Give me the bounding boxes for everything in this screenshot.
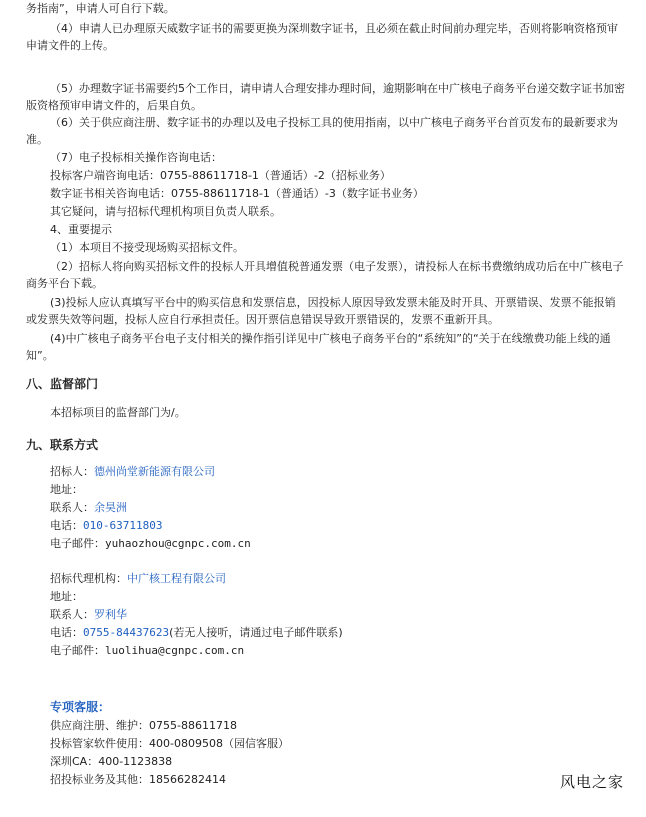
- agency-email-label: 电子邮件：: [50, 644, 105, 657]
- agency-contact-name: 罗利华: [94, 608, 127, 621]
- intro-line: 务指南”，申请人可自行下载。: [26, 2, 175, 15]
- service-line: 供应商注册、维护：0755-88611718: [50, 719, 237, 732]
- service-list: [50, 719, 289, 791]
- notice-item-4: (4)中广核电子商务平台电子支付相关的操作指引详见中广核电子商务平台的“系统知”的“关于在线缴费功能上线的通知”。: [26, 332, 611, 362]
- footer-brand: 风电之家: [560, 773, 625, 791]
- agency-address-label: 地址：: [50, 590, 83, 603]
- tenderer-row: [50, 465, 251, 483]
- tenderer-phone-row: [50, 519, 251, 537]
- client-phone-line: 投标客户端咨询电话：0755-88611718-1（普通话）-2（招标业务）: [50, 169, 391, 182]
- tenderer-contact-label: 联系人：: [50, 501, 94, 514]
- agency-contact-label: 联系人：: [50, 608, 94, 621]
- other-issue-line: 其它疑问，请与招标代理机构项目负责人联系。: [50, 205, 281, 218]
- agency-phone-label: 电话：: [50, 626, 83, 639]
- tenderer-phone: 010-63711803: [83, 519, 163, 532]
- tenderer-address-row: [50, 483, 251, 501]
- tenderer-label: 招标人：: [50, 465, 94, 478]
- agency-label: 招标代理机构：: [50, 572, 127, 585]
- supervision-text: 本招标项目的监督部门为/。: [50, 406, 186, 419]
- tenderer-name: 德州尚堂新能源有限公司: [94, 465, 215, 478]
- agency-address-row: [50, 590, 343, 608]
- notice-item-2: （2）招标人将向购买招标文件的投标人开具增值税普通发票（电子发票），请投标人在标书费缴纳成功后在中广核电子商务平台下载。: [26, 260, 624, 290]
- agency-phone-note: (若无人接听，请通过电子邮件联系): [169, 626, 343, 639]
- tenderer-email-label: 电子邮件：: [50, 537, 105, 550]
- agency-contact-row: [50, 608, 343, 626]
- tenderer-contact-block: [50, 465, 251, 555]
- notice-item-3: (3)投标人应认真填写平台中的购买信息和发票信息，因投标人原因导致发票未能及时开具、开票错误、发票不能报销或发票失效等问题，投标人应自行承担责任。因开票信息错误导致开票错误的，发票不重新开具。: [26, 296, 616, 326]
- tenderer-phone-label: 电话：: [50, 519, 83, 532]
- tenderer-email-row: [50, 537, 251, 555]
- certificate-phone-line: 数字证书相关咨询电话：0755-88611718-1（普通话）-3（数字证书业务）: [50, 187, 424, 200]
- tenderer-email[interactable]: yuhaozhou@cgnpc.com.cn: [105, 537, 251, 550]
- service-line: 投标管家软件使用：400-0809508（园信客服）: [50, 737, 289, 750]
- tenderer-address-label: 地址：: [50, 483, 83, 496]
- service-title: 专项客服：: [50, 700, 111, 714]
- instruction-item-7: （7）电子投标相关操作咨询电话：: [50, 151, 222, 164]
- agency-phone-row: [50, 626, 343, 644]
- agency-name: 中广核工程有限公司: [127, 572, 226, 585]
- agency-email[interactable]: luolihua@cgnpc.com.cn: [105, 644, 245, 657]
- instruction-item-5: （5）办理数字证书需要约5个工作日，请申请人合理安排办理时间，逾期影响在中广核电子商务平台递交数字证书加密版资格预审申请文件的，后果自负。: [26, 82, 625, 112]
- notice-item-1: （1）本项目不接受现场购买招标文件。: [50, 241, 244, 254]
- section-9-heading: 九、联系方式: [26, 438, 99, 452]
- agency-contact-block: [50, 572, 343, 662]
- tenderer-contact-row: [50, 501, 251, 519]
- section-8-heading: 八、监督部门: [26, 377, 99, 391]
- agency-email-row: [50, 644, 343, 662]
- important-notice-title: 4、重要提示: [50, 223, 112, 236]
- instruction-item-6: （6）关于供应商注册、数字证书的办理以及电子投标工具的使用指南，以中广核电子商务平台首页发布的最新要求为准。: [26, 116, 618, 146]
- instruction-item-4: （4）申请人已办理原天威数字证书的需要更换为深圳数字证书，且必须在截止时间前办理完毕，否则将影响资格预审申请文件的上传。: [26, 22, 618, 52]
- agency-phone: 0755-84437623: [83, 626, 170, 639]
- service-line: 招投标业务及其他：18566282414: [50, 773, 226, 786]
- agency-row: [50, 572, 343, 590]
- tenderer-contact-name: 余昊洲: [94, 501, 127, 514]
- service-line: 深圳CA：400-1123838: [50, 755, 173, 768]
